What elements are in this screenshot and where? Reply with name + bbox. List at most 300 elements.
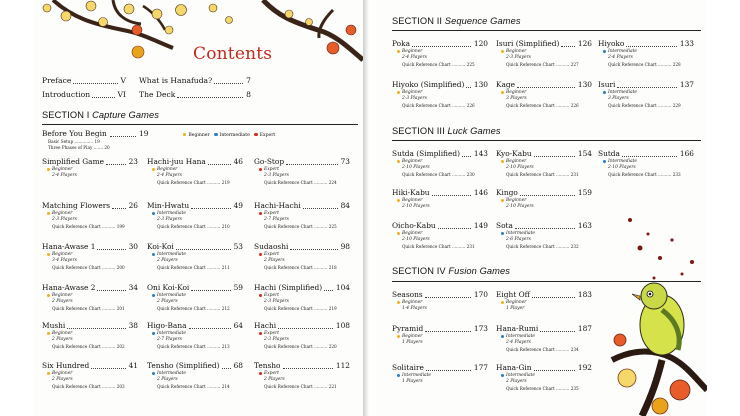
difficulty-level: Beginner — [397, 90, 422, 95]
entry-title: Mushi — [42, 321, 66, 330]
difficulty-level: Expert — [259, 371, 279, 376]
difficulty-level: Intermediate — [397, 373, 431, 378]
difficulty-level: Beginner — [47, 293, 72, 298]
leader-dots — [112, 199, 126, 209]
player-count: 2-4 Players — [608, 55, 633, 60]
page-number: 130 — [577, 80, 592, 89]
page-number: 126 — [577, 39, 592, 48]
toc-entry-six-hundred[interactable] — [42, 361, 138, 370]
toc-entry-matching-flowers[interactable] — [42, 201, 138, 210]
toc-entry-solitaire[interactable] — [392, 363, 488, 372]
difficulty-legend: Beginner Intermediate Expert — [183, 133, 275, 138]
quick-reference-link[interactable]: Quick Reference Chart .......... 234 — [506, 347, 579, 352]
player-count: 2-7 Players — [264, 217, 289, 222]
toc-entry-hachi-juu-hana[interactable] — [147, 157, 243, 166]
difficulty-level: Beginner — [397, 300, 422, 305]
toc-entry-pyramid[interactable] — [392, 324, 488, 333]
difficulty-level: Intermediate — [603, 90, 637, 95]
intermediate-dot-icon — [214, 133, 217, 136]
difficulty-level: Beginner — [47, 211, 72, 216]
toc-entry-oni-koi-koi[interactable] — [147, 283, 243, 292]
quick-reference-link[interactable]: Quick Reference Chart .......... 212 — [157, 306, 230, 311]
section-rule — [392, 30, 701, 31]
leader-dots — [278, 319, 333, 329]
quick-reference-link[interactable]: Quick Reference Chart .......... 225 — [402, 62, 475, 67]
entry-title: Tensho (Simplified) — [147, 361, 220, 370]
leader-dots — [425, 322, 471, 332]
intermediate-dot-icon — [152, 332, 155, 335]
player-count: 2-4 Players — [157, 173, 182, 178]
quick-reference-link[interactable]: Quick Reference Chart .......... 225 — [264, 224, 337, 229]
entry-title: Isuri (Simplified) — [496, 39, 560, 48]
difficulty-level: Beginner — [152, 167, 177, 172]
expert-dot-icon — [254, 133, 257, 136]
entry-title: Hachi-juu Hana — [147, 157, 206, 166]
toc-entry-poka[interactable] — [392, 39, 488, 48]
difficulty-level: Beginner — [397, 198, 422, 203]
quick-reference-link[interactable]: Quick Reference Chart .......... 232 — [506, 244, 579, 249]
leader-dots — [91, 359, 126, 369]
player-count: 2-10 Players — [402, 237, 430, 242]
player-count: 2-10 Players — [506, 204, 534, 209]
leader-dots — [191, 281, 231, 291]
player-count: 2 Players — [264, 258, 285, 263]
entry-title: Simplified Game — [42, 157, 104, 166]
page-number: 104 — [335, 283, 350, 292]
page-number: 146 — [473, 188, 488, 197]
quick-reference-link[interactable]: Quick Reference Chart .......... 200 — [52, 265, 125, 270]
intermediate-dot-icon — [603, 91, 606, 94]
page-number: 73 — [340, 157, 350, 166]
leader-dots — [617, 78, 677, 88]
leader-dots — [189, 319, 231, 329]
player-count: 2-3 Players — [402, 96, 427, 101]
player-count: 2 Players — [157, 377, 178, 382]
entry-title: Kage — [496, 80, 516, 89]
quick-reference-link[interactable]: Quick Reference Chart .......... 218 — [264, 265, 337, 270]
leader-dots — [462, 147, 471, 157]
difficulty-level: Intermediate — [152, 211, 186, 216]
toc-entry-seasons[interactable] — [392, 290, 488, 299]
difficulty-level: Beginner — [47, 331, 72, 336]
page-number: 137 — [679, 80, 694, 89]
toc-entry-hiki-kabu[interactable] — [392, 188, 488, 197]
page-number: 53 — [233, 242, 243, 251]
quick-reference-link[interactable]: Quick Reference Chart .......... 199 — [52, 224, 125, 229]
expert-dot-icon — [259, 372, 262, 375]
player-count: 2-3 Players — [264, 173, 289, 178]
page-number: 41 — [128, 361, 138, 370]
player-count: 2 Players — [264, 377, 285, 382]
page-title: Contents — [193, 44, 273, 64]
quick-reference-link[interactable]: Quick Reference Chart .......... 227 — [506, 62, 579, 67]
difficulty-level: Intermediate — [603, 49, 637, 54]
player-count: 2-10 Players — [402, 165, 430, 170]
entry-title: Kyo-Kabu — [496, 149, 532, 158]
beginner-dot-icon — [501, 301, 504, 304]
intermediate-dot-icon — [603, 50, 606, 53]
toc-entry-sutda[interactable] — [598, 149, 694, 158]
player-count: 2-3 Players — [264, 299, 289, 304]
toc-entry-go-stop[interactable] — [254, 157, 350, 166]
toc-entry-the-deck[interactable] — [139, 90, 251, 99]
subentry-three-phases[interactable]: Three Phases of Play ....... 20 — [48, 145, 110, 150]
difficulty-level: Intermediate — [501, 373, 535, 378]
leader-dots — [540, 322, 575, 332]
toc-entry-hiyoko[interactable] — [598, 39, 694, 48]
entry-title: Hachi-Hachi — [254, 201, 301, 210]
toc-entry-hachi[interactable] — [254, 321, 350, 330]
entry-title: Matching Flowers — [42, 201, 111, 210]
page-number: 120 — [473, 39, 488, 48]
entry-title: Hachi — [254, 321, 277, 330]
leader-dots — [97, 281, 126, 291]
entry-title: Introduction — [42, 90, 91, 99]
section-heading: SECTION IV Fusion Games — [392, 266, 511, 276]
beginner-dot-icon — [501, 199, 504, 202]
toc-entry-preface[interactable] — [42, 76, 126, 85]
beginner-dot-icon — [397, 301, 400, 304]
section-heading: SECTION I Capture Games — [42, 110, 160, 120]
quick-reference-link[interactable]: Quick Reference Chart .......... 228 — [608, 62, 681, 67]
leader-dots — [324, 281, 333, 291]
quick-reference-link[interactable]: Quick Reference Chart .......... 226 — [506, 103, 579, 108]
leader-dots — [466, 78, 471, 88]
quick-reference-link[interactable]: Quick Reference Chart .......... 201 — [52, 306, 125, 311]
leader-dots — [425, 288, 471, 298]
leader-dots — [110, 127, 136, 137]
difficulty-level: Expert — [259, 167, 279, 172]
entry-title: Sutda — [598, 149, 620, 158]
difficulty-level: Beginner — [501, 49, 526, 54]
difficulty-level: Beginner — [501, 300, 526, 305]
beginner-dot-icon — [501, 91, 504, 94]
expert-dot-icon — [259, 332, 262, 335]
player-count: 3-4 Players — [52, 258, 77, 263]
intermediate-dot-icon — [152, 212, 155, 215]
player-count: 2 Players — [157, 258, 178, 263]
player-count: 2-4 Players — [52, 173, 77, 178]
player-count: 2-7 Players — [157, 337, 182, 342]
toc-entry-koi-koi[interactable] — [147, 242, 243, 251]
page-number: 133 — [679, 39, 694, 48]
player-count: 2-10 Players — [402, 204, 430, 209]
leader-dots — [534, 361, 575, 371]
intermediate-dot-icon — [501, 335, 504, 338]
player-count: 1 Players — [402, 379, 423, 384]
entry-title: Poka — [392, 39, 411, 48]
player-count: 2-3 Players — [264, 337, 289, 342]
toc-entry-simplified-game[interactable] — [42, 157, 138, 166]
quick-reference-link[interactable]: Quick Reference Chart .......... 211 — [157, 265, 230, 270]
intermediate-dot-icon — [152, 253, 155, 256]
toc-entry-introduction[interactable] — [42, 90, 126, 99]
page-number: 38 — [128, 321, 138, 330]
entry-title: Koi-Koi — [147, 242, 174, 251]
leader-dots — [97, 240, 126, 250]
quick-reference-link[interactable]: Quick Reference Chart .......... 214 — [157, 384, 230, 389]
entry-title: Hana-Rumi — [496, 324, 539, 333]
page-number: 98 — [340, 242, 350, 251]
page-number: 177 — [473, 363, 488, 372]
section-rule — [42, 124, 358, 125]
beginner-dot-icon — [397, 335, 400, 338]
page-number: 30 — [128, 242, 138, 251]
leader-dots — [106, 155, 126, 165]
entry-title: Eight Off — [496, 290, 530, 299]
beginner-dot-icon — [397, 91, 400, 94]
entry-title: Min-Hwatu — [147, 201, 190, 210]
player-count: 2-3 Players — [506, 55, 531, 60]
entry-title: Hiyoko (Simplified) — [392, 80, 465, 89]
player-count: 2 Players — [506, 379, 527, 384]
beginner-dot-icon — [397, 160, 400, 163]
page-number: 187 — [577, 324, 592, 333]
page-number: 130 — [473, 80, 488, 89]
entry-title: The Deck — [139, 90, 176, 99]
toc-entry-eight-off[interactable] — [496, 290, 592, 299]
leader-dots — [286, 155, 338, 165]
beginner-dot-icon — [397, 50, 400, 53]
intermediate-dot-icon — [501, 374, 504, 377]
beginner-dot-icon — [501, 160, 504, 163]
difficulty-level: Beginner — [397, 49, 422, 54]
player-count: 2 Players — [52, 377, 73, 382]
player-count: 2-6 Players — [506, 237, 531, 242]
plum-branch-illustration — [33, 0, 363, 80]
toc-entry-kyo-kabu[interactable] — [496, 149, 592, 158]
quick-reference-link[interactable]: Quick Reference Chart .......... 231 — [402, 244, 475, 249]
page-number: 59 — [233, 283, 243, 292]
leader-dots — [432, 186, 471, 196]
page-number: 183 — [577, 290, 592, 299]
player-count: 3 Players — [608, 96, 629, 101]
player-count: 2-10 Players — [506, 165, 534, 170]
leader-dots — [438, 219, 471, 229]
player-count: 2-4 Players — [402, 55, 427, 60]
quick-reference-link[interactable]: Quick Reference Chart .......... 235 — [506, 386, 579, 391]
leader-dots — [290, 240, 338, 250]
leader-dots — [191, 199, 231, 209]
beginner-dot-icon — [47, 253, 50, 256]
player-count: 1-4 Players — [402, 306, 427, 311]
leader-dots — [515, 219, 575, 229]
expert-dot-icon — [259, 168, 262, 171]
expert-dot-icon — [259, 294, 262, 297]
quick-reference-link[interactable]: Quick Reference Chart .......... 233 — [608, 172, 681, 177]
quick-reference-link[interactable]: Quick Reference Chart .......... 224 — [264, 180, 337, 185]
section-heading: SECTION III Luck Games — [392, 126, 501, 136]
player-count: 1 Player — [506, 306, 525, 311]
leader-dots — [532, 288, 575, 298]
toc-entry-higo-bana[interactable] — [147, 321, 243, 330]
page-number: 159 — [577, 188, 592, 197]
quick-reference-link[interactable]: Quick Reference Chart .......... 219 — [157, 180, 230, 185]
entry-title: Go-Stop — [254, 157, 285, 166]
page-number: 68 — [233, 361, 243, 370]
beginner-dot-icon — [501, 50, 504, 53]
leader-dots — [208, 155, 231, 165]
entry-title: Preface — [42, 76, 72, 85]
player-count: 2-4 Players — [506, 340, 531, 345]
toc-entry-tensho[interactable] — [254, 361, 350, 370]
leader-dots — [561, 37, 575, 47]
player-count: 2-3 Players — [52, 217, 77, 222]
player-count: 2 Players — [157, 299, 178, 304]
leader-dots — [303, 199, 338, 209]
player-count: 2-3 Players — [157, 217, 182, 222]
player-count: 2 Players — [52, 337, 73, 342]
page-number: 49 — [233, 201, 243, 210]
leader-dots — [412, 37, 471, 47]
right-page — [376, 0, 707, 416]
subentry-basic-setup[interactable]: Basic Setup .............. 19 — [48, 139, 100, 144]
toc-entry-isuri-simplified[interactable] — [496, 39, 592, 48]
page-number: VI — [117, 90, 126, 99]
toc-entry-what-is-hanafuda[interactable] — [139, 76, 251, 85]
entry-title: Hiki-Kabu — [392, 188, 430, 197]
leader-dots — [67, 319, 126, 329]
toc-entry-sutda-simplified[interactable] — [392, 149, 488, 158]
beginner-dot-icon — [397, 199, 400, 202]
entry-title: Hachi (Simplified) — [254, 283, 323, 292]
quick-reference-link[interactable]: Quick Reference Chart .......... 202 — [52, 344, 125, 349]
page-number: 149 — [473, 221, 488, 230]
entry-title: What is Hanafuda? — [139, 76, 213, 85]
toc-entry-kingo[interactable] — [496, 188, 592, 197]
beginner-dot-icon — [152, 168, 155, 171]
page-number: 46 — [233, 157, 243, 166]
expert-dot-icon — [259, 253, 262, 256]
left-page — [33, 0, 363, 416]
intermediate-dot-icon — [152, 294, 155, 297]
toc-entry-kage[interactable] — [496, 80, 592, 89]
toc-entry-sudaoshi[interactable] — [254, 242, 350, 251]
toc-entry-oicho-kabu[interactable] — [392, 221, 488, 230]
toc-entry-isuri[interactable] — [598, 80, 694, 89]
difficulty-level: Intermediate — [501, 334, 535, 339]
player-count: 2 Players — [52, 299, 73, 304]
intermediate-dot-icon — [501, 232, 504, 235]
leader-dots — [517, 78, 575, 88]
difficulty-level: Intermediate — [603, 159, 637, 164]
difficulty-level: Beginner — [47, 252, 72, 257]
toc-entry-hachi-hachi[interactable] — [254, 201, 350, 210]
intermediate-dot-icon — [603, 160, 606, 163]
page-number: 7 — [246, 76, 251, 85]
difficulty-level: Beginner — [501, 159, 526, 164]
difficulty-level: Beginner — [397, 159, 422, 164]
quick-reference-link[interactable]: Quick Reference Chart .......... 220 — [264, 344, 337, 349]
quick-reference-link[interactable]: Quick Reference Chart .......... 210 — [157, 224, 230, 229]
leader-dots — [73, 74, 118, 84]
quick-reference-link[interactable]: Quick Reference Chart .......... 221 — [264, 384, 337, 389]
toc-entry-hana-rumi[interactable] — [496, 324, 592, 333]
difficulty-level: Expert — [259, 252, 279, 257]
toc-entry-hana-gin[interactable] — [496, 363, 592, 372]
section-rule — [392, 140, 701, 141]
page-number: 154 — [577, 149, 592, 158]
toc-entry-tensho-simplified[interactable] — [147, 361, 243, 370]
page-number: 108 — [335, 321, 350, 330]
page-number: 23 — [128, 157, 138, 166]
toc-entry-hiyoko-simplified[interactable] — [392, 80, 488, 89]
difficulty-level: Beginner — [47, 371, 72, 376]
intermediate-dot-icon — [397, 374, 400, 377]
quick-reference-link[interactable]: Quick Reference Chart .......... 203 — [52, 384, 125, 389]
entry-title: Hana-Awase 1 — [42, 242, 96, 251]
difficulty-level: Beginner — [501, 90, 526, 95]
difficulty-level: Intermediate — [501, 231, 535, 236]
entry-title: Pyramid — [392, 324, 424, 333]
beginner-dot-icon — [47, 168, 50, 171]
difficulty-level: Expert — [259, 211, 279, 216]
entry-title: Hana-Awase 2 — [42, 283, 96, 292]
player-count: 3 Players — [506, 96, 527, 101]
entry-title: Hiyoko — [598, 39, 625, 48]
leader-dots — [283, 359, 333, 369]
toc-entry-mushi[interactable] — [42, 321, 138, 330]
entry-title: Tensho — [254, 361, 281, 370]
leader-dots — [92, 88, 115, 98]
leader-dots — [222, 359, 231, 369]
page-number: 192 — [577, 363, 592, 372]
difficulty-level: Beginner — [501, 198, 526, 203]
entry-title: Solitaire — [392, 363, 424, 372]
entry-title: Isuri — [598, 80, 616, 89]
page-number: 143 — [473, 149, 488, 158]
page-number: 26 — [128, 201, 138, 210]
player-count: 1 Players — [402, 340, 423, 345]
toc-entry-before-you-begin[interactable]: Before You Begin 19 — [42, 129, 149, 138]
page-number: 166 — [679, 149, 694, 158]
page-number: 64 — [233, 321, 243, 330]
page-number: 8 — [246, 90, 251, 99]
quick-reference-link[interactable]: Quick Reference Chart .......... 229 — [608, 103, 681, 108]
toc-entry-hana-awase-1[interactable] — [42, 242, 138, 251]
quick-reference-link[interactable]: Quick Reference Chart .......... 230 — [402, 172, 475, 177]
toc-entry-hana-awase-2[interactable] — [42, 283, 138, 292]
toc-entry-min-hwatu[interactable] — [147, 201, 243, 210]
leader-dots — [520, 186, 575, 196]
entry-title: Six Hundred — [42, 361, 90, 370]
leader-dots — [177, 88, 243, 98]
difficulty-level: Intermediate — [152, 371, 186, 376]
quick-reference-link[interactable]: Quick Reference Chart .......... 219 — [264, 306, 337, 311]
page-number: V — [120, 76, 126, 85]
leader-dots — [622, 147, 677, 157]
quick-reference-link[interactable]: Quick Reference Chart .......... 226 — [402, 103, 475, 108]
toc-entry-sota[interactable] — [496, 221, 592, 230]
difficulty-level: Intermediate — [152, 331, 186, 336]
leader-dots — [214, 74, 243, 84]
difficulty-level: Beginner — [397, 231, 422, 236]
quick-reference-link[interactable]: Quick Reference Chart .......... 231 — [506, 172, 579, 177]
difficulty-level: Intermediate — [152, 252, 186, 257]
leader-dots — [534, 147, 575, 157]
difficulty-level: Intermediate — [152, 293, 186, 298]
bird-on-branch-illustration — [602, 210, 707, 416]
player-count: 2-10 Players — [608, 165, 636, 170]
beginner-dot-icon — [47, 212, 50, 215]
beginner-dot-icon — [183, 133, 186, 136]
expert-dot-icon — [259, 212, 262, 215]
difficulty-level: Beginner — [397, 334, 422, 339]
page-number: 170 — [473, 290, 488, 299]
toc-entry-hachi-simplified[interactable] — [254, 283, 350, 292]
quick-reference-link[interactable]: Quick Reference Chart .......... 213 — [157, 344, 230, 349]
page-number: 163 — [577, 221, 592, 230]
